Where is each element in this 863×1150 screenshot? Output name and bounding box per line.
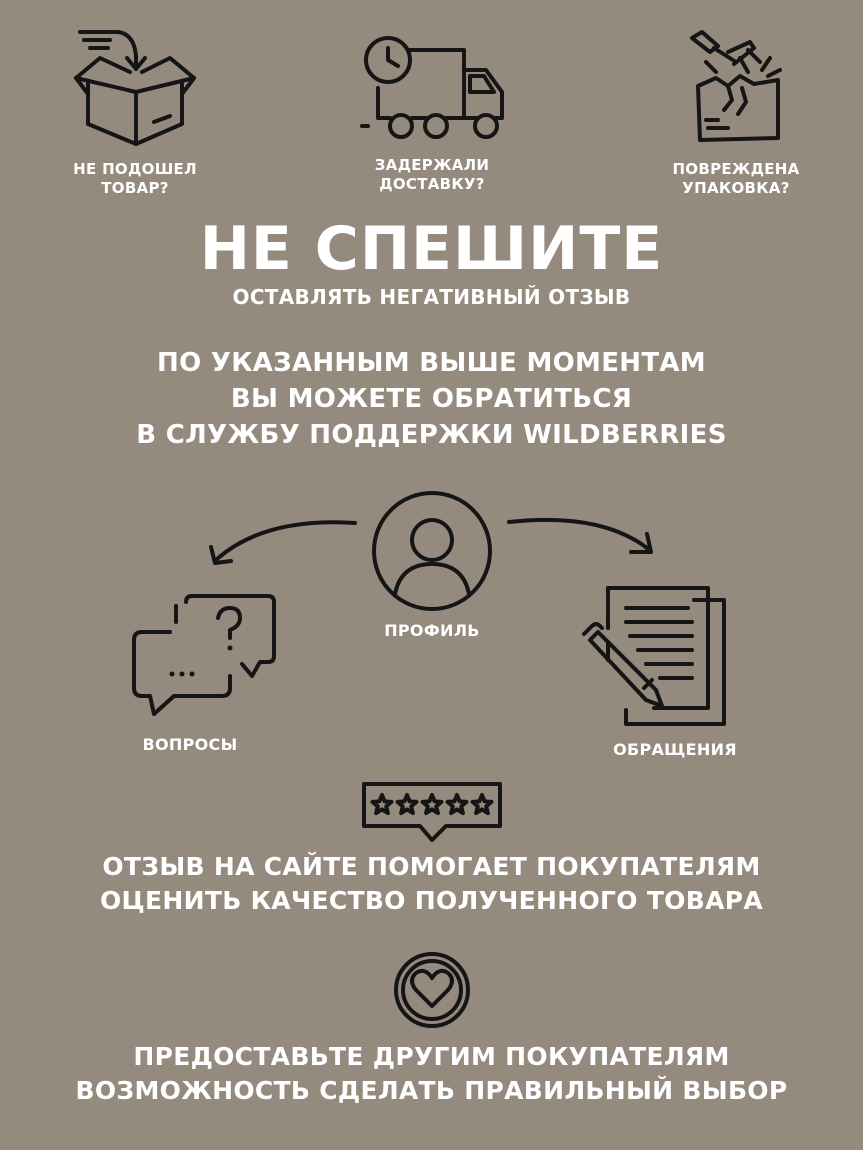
issue-caption-line: НЕ ПОДОШЕЛ [73, 160, 197, 178]
rating-star [398, 795, 417, 813]
review-text-line: ОЦЕНИТЬ КАЧЕСТВО ПОЛУЧЕННОГО ТОВАРА [99, 886, 763, 915]
profile-icon [371, 490, 493, 612]
questions-label: ВОПРОСЫ [142, 735, 238, 754]
delivery-truck-clock-icon [360, 36, 510, 140]
rating-star [373, 795, 392, 813]
rating-star [423, 795, 442, 813]
rating-star [448, 795, 467, 813]
issue-caption-delivery [352, 156, 512, 194]
issue-caption-line: УПАКОВКА? [682, 179, 790, 197]
issue-caption-not-fit [55, 160, 215, 198]
issue-caption-package [656, 160, 816, 198]
subheadline: ОСТАВЛЯТЬ НЕГАТИВНЫЙ ОТЗЫВ [232, 285, 631, 309]
star-rating-icon [360, 780, 504, 844]
review-text [0, 850, 863, 918]
rating-star [473, 795, 492, 813]
support-text-line: В СЛУЖБУ ПОДДЕРЖКИ WILDBERRIES [136, 420, 727, 450]
arrow-right-icon [505, 512, 660, 567]
closing-text [0, 1040, 863, 1108]
box-return-icon [70, 26, 200, 151]
chat-question-icon [130, 592, 280, 722]
closing-text-line: ВОЗМОЖНОСТЬ СДЕЛАТЬ ПРАВИЛЬНЫЙ ВЫБОР [75, 1076, 788, 1105]
issue-caption-line: ДОСТАВКУ? [379, 175, 485, 193]
arrow-left-icon [205, 515, 360, 570]
issue-caption-line: ЗАДЕРЖАЛИ [374, 156, 490, 174]
review-text-line: ОТЗЫВ НА САЙТЕ ПОМОГАЕТ ПОКУПАТЕЛЯМ [102, 852, 761, 881]
support-text [0, 345, 863, 453]
issue-caption-line: ТОВАР? [101, 179, 169, 197]
requests-label: ОБРАЩЕНИЯ [613, 740, 737, 759]
profile-label: ПРОФИЛЬ [384, 621, 480, 640]
support-text-line: ВЫ МОЖЕТЕ ОБРАТИТЬСЯ [230, 384, 633, 414]
document-pen-icon [580, 584, 730, 729]
support-text-line: ПО УКАЗАННЫМ ВЫШЕ МОМЕНТАМ [157, 348, 706, 378]
closing-text-line: ПРЕДОСТАВЬТЕ ДРУГИМ ПОКУПАТЕЛЯМ [133, 1042, 730, 1071]
headline: НЕ СПЕШИТЕ [199, 214, 664, 284]
heart-circle-icon [392, 950, 472, 1030]
damaged-package-hammer-icon [688, 28, 788, 146]
issue-caption-line: ПОВРЕЖДЕНА [672, 160, 800, 178]
